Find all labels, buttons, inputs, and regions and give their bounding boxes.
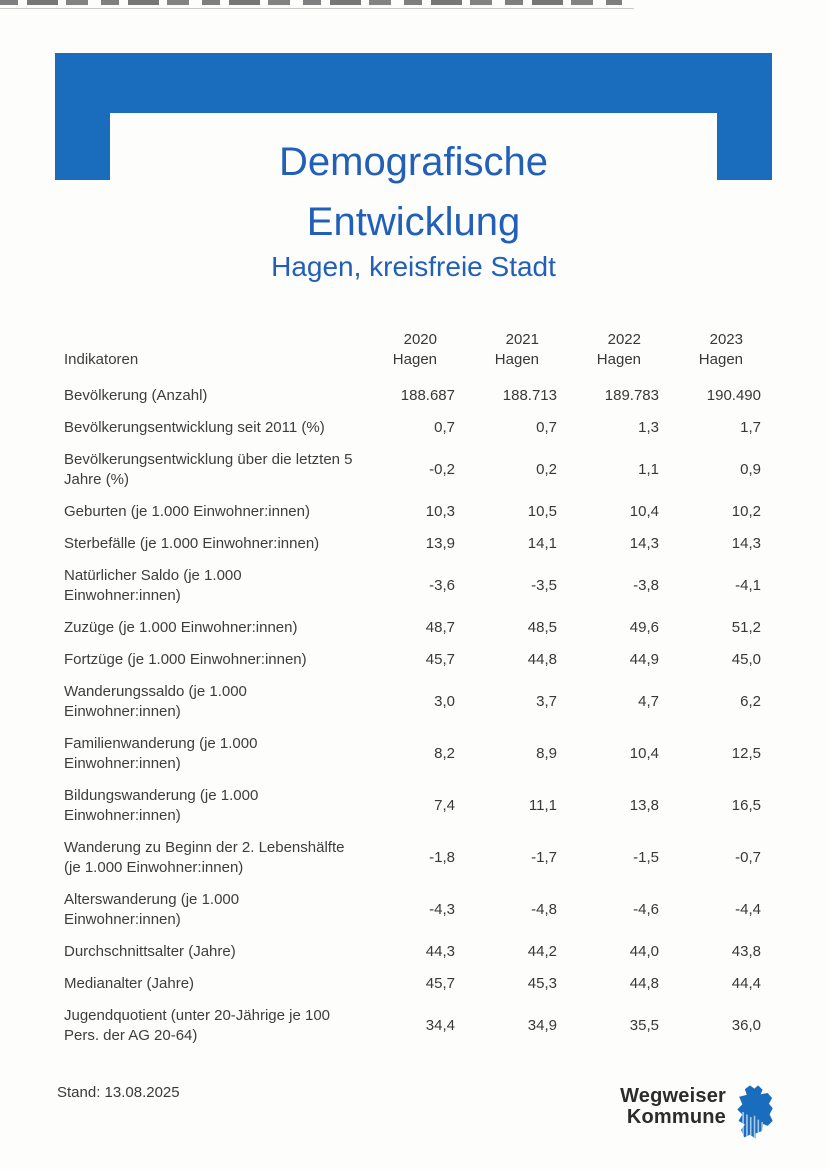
indicator-value: 3,7	[536, 693, 557, 710]
indicator-value: 189.783	[604, 387, 659, 404]
indicator-value: -4,4	[735, 901, 761, 918]
indicator-value: 45,0	[731, 651, 761, 668]
year-label: 2023	[709, 331, 743, 348]
scan-artifact-cutoff-text	[0, 0, 622, 5]
scan-artifact-line	[0, 8, 634, 9]
page-title-line1: Demografische	[278, 140, 548, 184]
indicator-value: 12,5	[731, 745, 761, 762]
indicator-value: 45,3	[527, 975, 557, 992]
indicator-value: -4,8	[531, 901, 557, 918]
indicator-value: 1,7	[740, 419, 761, 436]
indicator-value: 16,5	[731, 797, 761, 814]
indicator-value: 34,4	[425, 1017, 455, 1034]
table-row	[64, 968, 764, 1000]
indicator-value: 14,3	[629, 535, 659, 552]
table-row	[64, 528, 764, 560]
indicator-value: 44,2	[527, 943, 557, 960]
wegweiser-kommune-logo	[590, 1084, 780, 1144]
indicator-label: Natürlicher Saldo (je 1.000 Einwohner:innen)	[64, 567, 242, 604]
indicator-value: 44,8	[527, 651, 557, 668]
indicator-label: Wanderungssaldo (je 1.000 Einwohner:innen)	[64, 683, 247, 720]
page-subtitle: Hagen, kreisfreie Stadt	[271, 251, 556, 282]
indicator-value: 11,1	[528, 797, 557, 814]
logo-wordmark	[590, 1086, 726, 1128]
indicator-value: 0,7	[536, 419, 557, 436]
indicator-label: Wanderung zu Beginn der 2. Lebenshälfte (je 1.000 Einwohner:innen)	[64, 839, 345, 876]
year-column-header	[557, 330, 659, 370]
indicator-value: 0,7	[434, 419, 455, 436]
logo-line1: Wegweiser	[620, 1085, 726, 1107]
indicator-label: Bevölkerungsentwicklung über die letzten 5 Jahre (%)	[64, 451, 353, 488]
indicator-value: 13,8	[629, 797, 659, 814]
indicator-value: 44,4	[731, 975, 761, 992]
indicator-value: -3,8	[633, 577, 659, 594]
indicator-value: 188.713	[502, 387, 557, 404]
logo-line2: Kommune	[626, 1106, 726, 1128]
indicator-value: 48,7	[425, 619, 455, 636]
indicator-value: -4,6	[633, 901, 659, 918]
year-label: 2020	[403, 331, 437, 348]
indicator-label: Bevölkerungsentwicklung seit 2011 (%)	[64, 419, 325, 436]
indicator-value: 14,3	[731, 535, 761, 552]
year-label: 2021	[505, 331, 539, 348]
place-label: Hagen	[392, 351, 437, 368]
indicator-value: -3,5	[531, 577, 557, 594]
table-body	[64, 380, 764, 1052]
table-row	[64, 936, 764, 968]
indicator-value: 4,7	[638, 693, 659, 710]
table-row	[64, 728, 764, 780]
indicator-value: 34,9	[527, 1017, 557, 1034]
table-row	[64, 644, 764, 676]
indicator-value: 10,4	[629, 503, 659, 520]
indicator-value: 1,3	[638, 419, 659, 436]
indicator-value: 10,5	[527, 503, 557, 520]
place-label: Hagen	[596, 351, 641, 368]
indicators-table	[64, 330, 764, 1052]
year-column-header	[455, 330, 557, 370]
indicator-value: 49,6	[629, 619, 659, 636]
indicator-value: -0,7	[735, 849, 761, 866]
table-row	[64, 1000, 764, 1052]
indicator-value: -1,7	[531, 849, 557, 866]
indicator-value: 43,8	[731, 943, 761, 960]
table-row	[64, 884, 764, 936]
indicator-value: 3,0	[434, 693, 455, 710]
indicator-value: 0,9	[740, 461, 761, 478]
table-row	[64, 560, 764, 612]
table-row	[64, 496, 764, 528]
indicator-value: 51,2	[731, 619, 761, 636]
indicators-column-header: Indikatoren	[64, 351, 139, 368]
indicator-value: -1,8	[429, 849, 455, 866]
indicator-value: 1,1	[638, 461, 659, 478]
indicator-label: Bevölkerung (Anzahl)	[64, 387, 208, 404]
place-label: Hagen	[494, 351, 539, 368]
indicator-value: 13,9	[425, 535, 455, 552]
page-title-line2: Entwicklung	[306, 200, 521, 244]
indicator-value: 48,5	[527, 619, 557, 636]
indicator-value: 44,3	[425, 943, 455, 960]
indicator-value: -3,6	[429, 577, 455, 594]
indicator-value: 36,0	[731, 1017, 761, 1034]
indicator-value: -4,3	[429, 901, 455, 918]
indicator-value: 190.490	[706, 387, 761, 404]
indicator-label: Sterbefälle (je 1.000 Einwohner:innen)	[64, 535, 320, 552]
year-label: 2022	[607, 331, 641, 348]
table-row	[64, 444, 764, 496]
indicator-label: Durchschnittsalter (Jahre)	[64, 943, 236, 960]
indicator-value: 10,4	[629, 745, 659, 762]
indicator-value: 8,9	[536, 745, 557, 762]
indicator-value: -1,5	[633, 849, 659, 866]
indicator-label: Jugendquotient (unter 20-Jährige je 100 Pers. der AG 20-64)	[64, 1007, 331, 1044]
germany-map-icon	[736, 1084, 774, 1140]
indicator-value: 8,2	[434, 745, 455, 762]
table-row	[64, 412, 764, 444]
indicator-value: -0,2	[429, 461, 455, 478]
indicator-label: Fortzüge (je 1.000 Einwohner:innen)	[64, 651, 307, 668]
table-row	[64, 676, 764, 728]
year-column-header	[353, 330, 455, 370]
indicator-value: 45,7	[425, 975, 455, 992]
table-row	[64, 612, 764, 644]
table-row	[64, 380, 764, 412]
indicator-value: 44,0	[629, 943, 659, 960]
year-column-header	[659, 330, 761, 370]
date-stamp: Stand: 13.08.2025	[57, 1084, 180, 1101]
indicator-label: Zuzüge (je 1.000 Einwohner:innen)	[64, 619, 298, 636]
table-header-row	[64, 330, 764, 380]
indicator-value: 14,1	[527, 535, 557, 552]
indicator-value: 10,3	[425, 503, 455, 520]
indicator-label: Bildungswanderung (je 1.000 Einwohner:innen)	[64, 787, 259, 824]
indicator-value: 44,8	[629, 975, 659, 992]
table-row	[64, 832, 764, 884]
indicator-value: 44,9	[629, 651, 659, 668]
indicator-value: -4,1	[735, 577, 761, 594]
indicator-value: 188.687	[400, 387, 455, 404]
table-row	[64, 780, 764, 832]
indicator-value: 7,4	[434, 797, 455, 814]
indicator-label: Medianalter (Jahre)	[64, 975, 195, 992]
header-band-graphic	[55, 53, 772, 113]
indicator-value: 10,2	[731, 503, 761, 520]
indicator-value: 0,2	[536, 461, 557, 478]
indicator-label: Alterswanderung (je 1.000 Einwohner:innen)	[64, 891, 240, 928]
indicator-value: 6,2	[740, 693, 761, 710]
indicator-label: Familienwanderung (je 1.000 Einwohner:innen)	[64, 735, 258, 772]
indicator-value: 45,7	[425, 651, 455, 668]
place-label: Hagen	[698, 351, 743, 368]
indicator-value: 35,5	[629, 1017, 659, 1034]
indicator-label: Geburten (je 1.000 Einwohner:innen)	[64, 503, 310, 520]
